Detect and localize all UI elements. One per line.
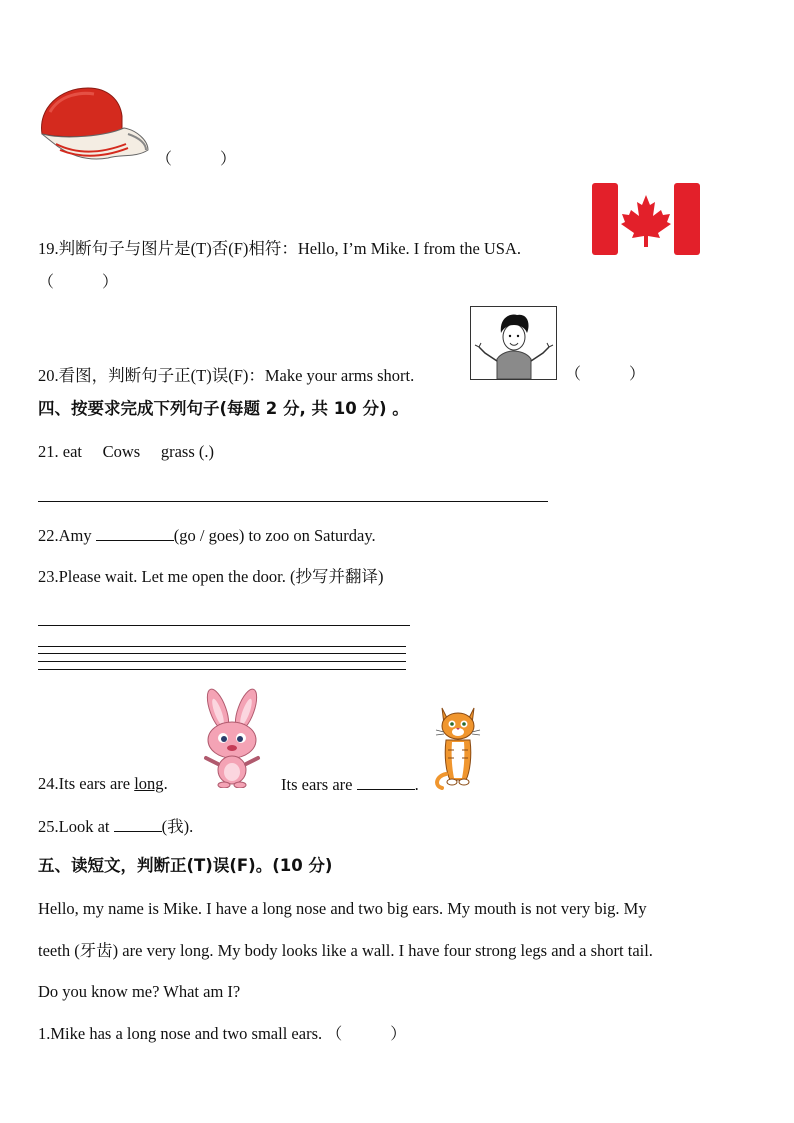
q19-answer-parens: （ ） xyxy=(38,274,119,291)
q24-first-sentence xyxy=(38,774,168,794)
q23-answer-line-4 xyxy=(38,661,406,662)
q22-line xyxy=(38,525,376,546)
q23-answer-line-3 xyxy=(38,653,406,654)
q23-answer-line-2 xyxy=(38,646,406,647)
q24-word-long: long xyxy=(134,774,164,793)
q23-answer-line-5 xyxy=(38,669,406,670)
rabbit-image xyxy=(190,688,272,788)
q24-second-prefix: Its ears are xyxy=(281,775,353,794)
cat-image xyxy=(434,700,482,790)
q25-line xyxy=(38,816,193,837)
q25-suffix: (我). xyxy=(161,817,194,836)
q18-answer-parens: （ ） xyxy=(156,151,237,168)
passage-line-1: Hello, my name is Mike. I have a long nose and two big ears. My mouth is not very big. My xyxy=(38,899,647,918)
q20-text: 20.看图，判断句子正(T)误(F)：Make your arms short. xyxy=(38,366,415,385)
q21-text: 21. eat Cows grass (.) xyxy=(38,442,214,461)
q20-answer-parens: （ ） xyxy=(565,366,646,383)
q24-dot: . xyxy=(163,774,168,793)
s5-q1-line xyxy=(38,1024,406,1045)
passage-line-2: teeth (牙齿) are very long. My body looks like a wall. I have four strong legs and a short tail. xyxy=(38,941,653,960)
q24-blank xyxy=(357,774,415,790)
q22-prefix: 22.Amy xyxy=(38,526,92,545)
section-5-heading: 五、读短文，判断正(T)误(F)。(10 分) xyxy=(38,856,333,875)
canada-flag-image xyxy=(592,183,700,255)
q24-second-sentence xyxy=(281,774,419,795)
s5-q1-answer-parens: （ ） xyxy=(326,1026,407,1043)
boy-shrugging-image xyxy=(470,306,557,380)
passage-line-3: Do you know me? What am I? xyxy=(38,982,241,1001)
q24-second-dot: . xyxy=(414,775,419,794)
q19-text: 19.判断句子与图片是(T)否(F)相符：Hello, I’m Mike. I from the USA. xyxy=(38,239,522,258)
q24-prefix: 24.Its ears are xyxy=(38,774,131,793)
q21-answer-line xyxy=(38,501,548,502)
section-4-heading: 四、按要求完成下列句子(每题 2 分, 共 10 分) 。 xyxy=(38,399,409,418)
q25-prefix: 25.Look at xyxy=(38,817,110,836)
q22-blank xyxy=(96,525,174,541)
q23-answer-line-1 xyxy=(38,625,410,626)
q25-blank xyxy=(114,816,162,832)
cap-image xyxy=(36,84,151,164)
q23-text: 23.Please wait. Let me open the door. (抄写并翻译) xyxy=(38,567,384,586)
s5-q1-text: 1.Mike has a long nose and two small ears. xyxy=(38,1024,323,1043)
q22-suffix: (go / goes) to zoo on Saturday. xyxy=(173,526,376,545)
